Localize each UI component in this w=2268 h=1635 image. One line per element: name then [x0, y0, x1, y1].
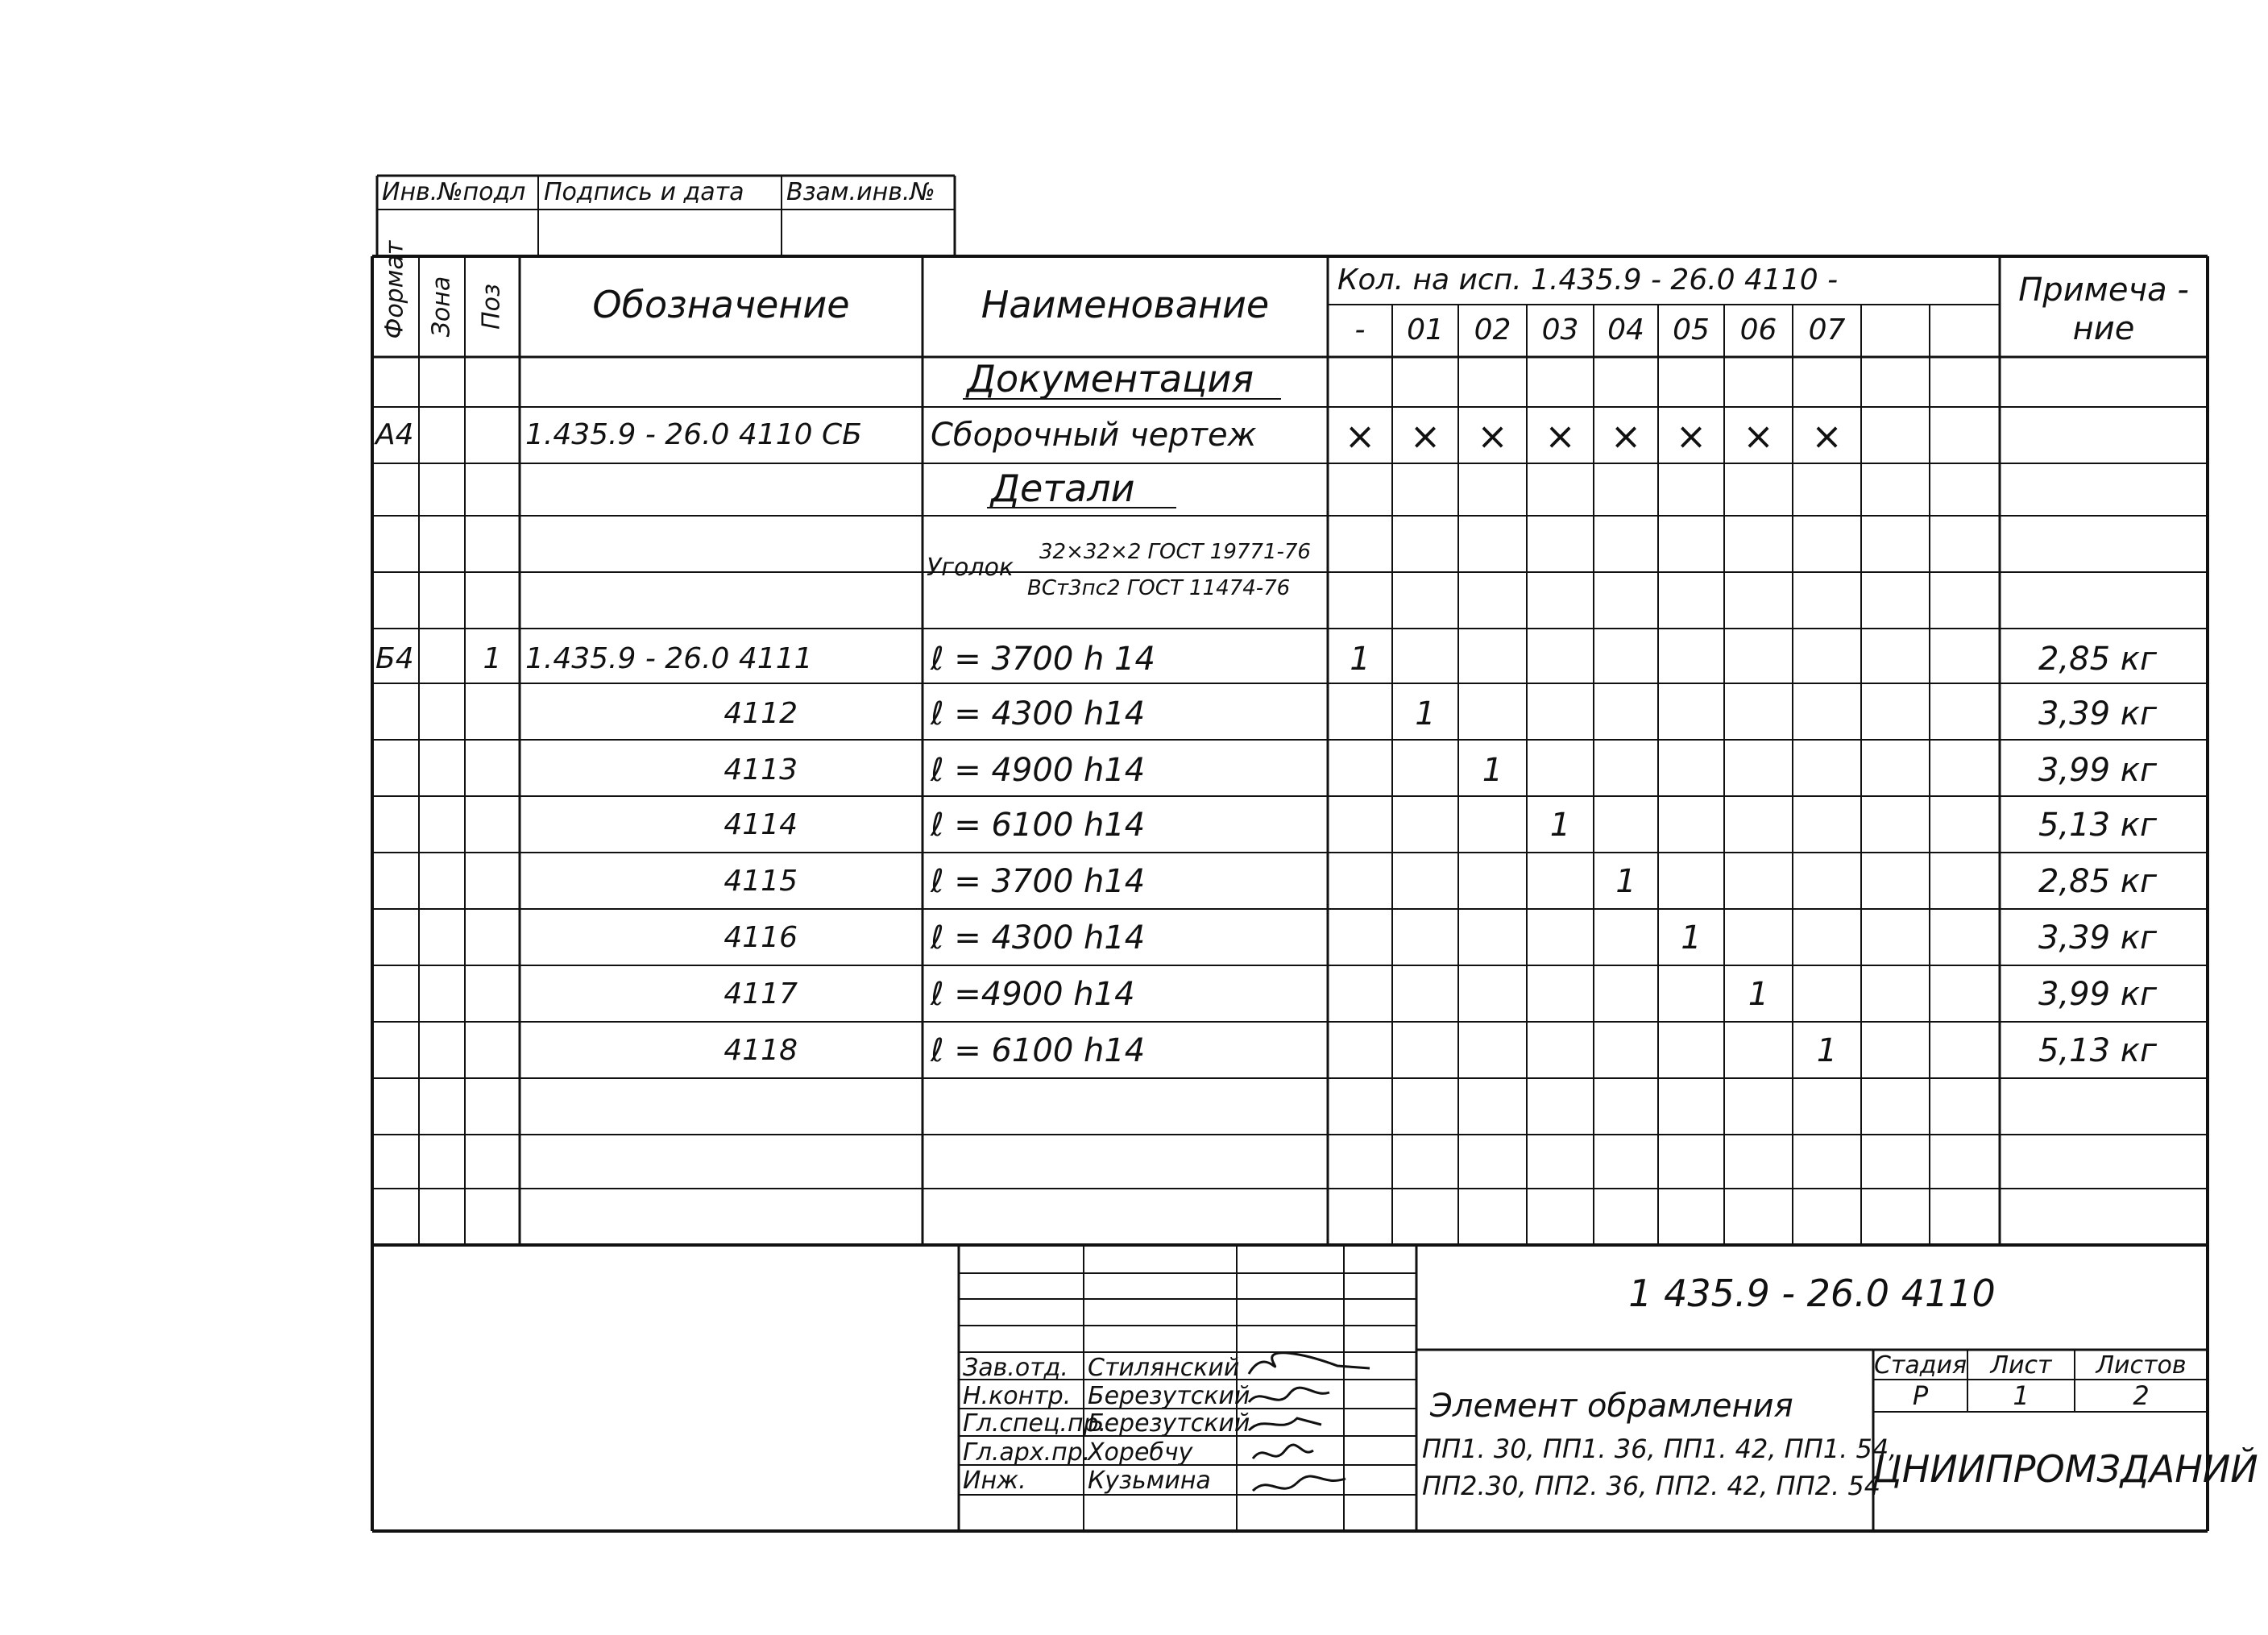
stamp-inv-podl: Инв.№подл [382, 178, 526, 206]
material-prefix: Уголок [927, 554, 1014, 582]
sheet-value: 1 [2013, 1380, 2030, 1411]
stage-value: Р [1912, 1380, 1929, 1411]
assembly-mark-5: × [1675, 414, 1707, 458]
part-name: ℓ = 4900 h14 [931, 752, 1146, 789]
variant-header-0: - [1354, 313, 1366, 347]
part-qty: 1 [1350, 641, 1370, 678]
variant-header-1: 01 [1407, 313, 1444, 347]
sheet-label: Лист [1990, 1351, 2052, 1380]
part-designation: 4115 [724, 865, 798, 898]
signer-name: Березутский [1088, 1409, 1250, 1438]
part-qty: 1 [1681, 919, 1702, 957]
header-primechanie-1: Примеча - [2018, 272, 2189, 309]
signer-name: Хоребчу [1088, 1438, 1193, 1467]
part-qty: 1 [1816, 1032, 1838, 1069]
variant-header-5: 05 [1673, 313, 1710, 347]
stamp-podpis-data: Подпись и дата [544, 178, 744, 206]
part-name: ℓ = 3700 h 14 [931, 641, 1155, 678]
part-designation: 4113 [724, 753, 798, 786]
part-note: 3,39 кг [2038, 919, 2157, 957]
assembly-format: А4 [375, 418, 414, 451]
part-qty: 1 [1482, 752, 1503, 789]
stamp-vzam-inv: Взам.инв.№ [786, 178, 935, 206]
material-line-1: 32×32×2 ГОСТ 19771-76 [1039, 540, 1311, 564]
assembly-mark-6: × [1743, 414, 1774, 458]
part-qty: 1 [1415, 695, 1436, 732]
variant-header-7: 07 [1808, 313, 1846, 347]
doc-number: 1 435.9 - 26.0 4110 [1628, 1272, 1996, 1315]
part-designation: 1.435.9 - 26.0 4111 [525, 642, 813, 675]
signer-role: Инж. [963, 1467, 1026, 1495]
variant-header-4: 04 [1607, 313, 1644, 347]
assembly-mark-2: × [1477, 414, 1508, 458]
header-format: Формат [380, 240, 409, 339]
assembly-mark-7: × [1811, 414, 1843, 458]
section-details: Детали [991, 467, 1135, 510]
part-note: 3,39 кг [2038, 695, 2157, 732]
part-designation: 4116 [724, 921, 798, 954]
variant-header-6: 06 [1739, 313, 1777, 347]
signer-role: Зав.отд. [963, 1354, 1068, 1382]
sheets-value: 2 [2133, 1380, 2150, 1411]
part-name: ℓ = 4300 h14 [931, 919, 1146, 957]
signature-marks [1241, 1330, 1378, 1531]
header-poz: Поз [477, 284, 506, 330]
part-name: ℓ = 6100 h14 [931, 807, 1146, 844]
part-designation: 4114 [724, 808, 798, 841]
material-line-2: ВСт3пс2 ГОСТ 11474-76 [1027, 576, 1291, 600]
part-note: 5,13 кг [2038, 807, 2157, 844]
header-kol-na-isp: Кол. на исп. 1.435.9 - 26.0 4110 - [1337, 264, 1839, 297]
part-name: ℓ =4900 h14 [931, 976, 1135, 1013]
part-qty: 1 [1549, 807, 1571, 844]
header-oboznachenie: Обозначение [592, 283, 850, 326]
assembly-mark-1: × [1409, 414, 1441, 458]
sheets-label: Листов [2096, 1351, 2187, 1380]
signer-name: Кузьмина [1088, 1467, 1211, 1495]
title-line-2: ПП1. 30, ПП1. 36, ПП1. 42, ПП1. 54, [1422, 1434, 1897, 1464]
header-primechanie-2: ние [2072, 310, 2135, 347]
part-designation: 4112 [724, 697, 798, 730]
part-note: 3,99 кг [2038, 752, 2157, 789]
title-line-3: ПП2.30, ПП2. 36, ПП2. 42, ПП2. 54 [1422, 1471, 1881, 1501]
part-qty: 1 [1615, 863, 1636, 900]
part-name: ℓ = 3700 h14 [931, 863, 1146, 900]
header-zona: Зона [427, 276, 456, 338]
part-note: 5,13 кг [2038, 1032, 2157, 1069]
signer-role: Гл.арх.пр. [963, 1438, 1091, 1467]
part-name: ℓ = 4300 h14 [931, 695, 1146, 732]
assembly-mark-3: × [1544, 414, 1576, 458]
organization: ЦНИИПРОМЗДАНИЙ [1873, 1447, 2258, 1491]
signer-role: Н.контр. [963, 1382, 1072, 1410]
header-naimenovanie: Наименование [981, 283, 1270, 326]
title-line-1: Элемент обрамления [1430, 1388, 1793, 1425]
part-designation: 4118 [724, 1034, 798, 1067]
assembly-mark-4: × [1610, 414, 1642, 458]
part-pos: 1 [483, 642, 502, 675]
part-name: ℓ = 6100 h14 [931, 1032, 1146, 1069]
part-designation: 4117 [724, 977, 798, 1010]
variant-header-2: 02 [1474, 313, 1511, 347]
section-documentation: Документация [967, 357, 1254, 400]
signer-name: Стилянский [1088, 1354, 1240, 1382]
part-note: 2,85 кг [2038, 641, 2157, 678]
variant-header-3: 03 [1541, 313, 1579, 347]
assembly-mark-0: × [1344, 414, 1376, 458]
part-qty: 1 [1748, 976, 1769, 1013]
stage-label: Стадия [1873, 1351, 1967, 1380]
assembly-designation: 1.435.9 - 26.0 4110 СБ [525, 418, 862, 451]
signer-name: Березутский [1088, 1382, 1250, 1410]
assembly-name: Сборочный чертеж [931, 417, 1257, 454]
part-format: Б4 [375, 642, 414, 675]
part-note: 3,99 кг [2038, 976, 2157, 1013]
part-note: 2,85 кг [2038, 863, 2157, 900]
signer-role: Гл.спец.пр. [963, 1409, 1107, 1438]
